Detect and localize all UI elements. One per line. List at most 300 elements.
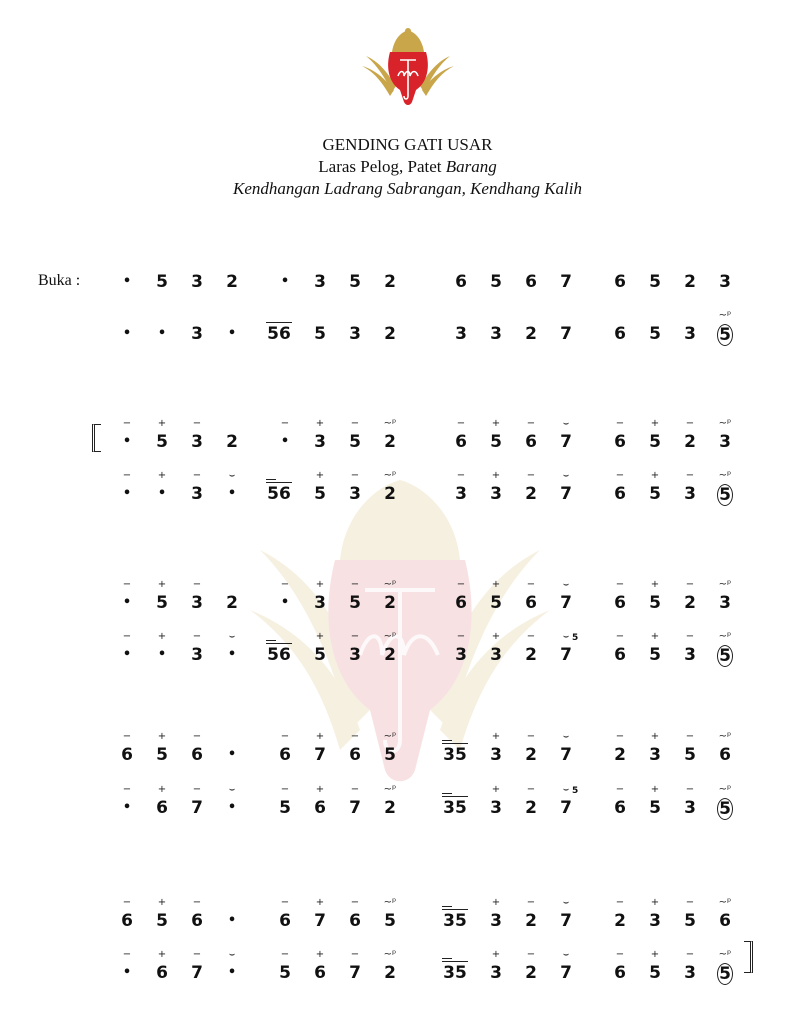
note: 5 — [649, 272, 661, 292]
kempyang-mark: − — [615, 631, 625, 642]
kempyang-mark: − — [526, 784, 536, 795]
note: 5 — [156, 745, 168, 765]
kenong-mark: ⌣ — [562, 418, 570, 429]
kethuk-mark: + — [315, 631, 325, 642]
note: 5 — [490, 272, 502, 292]
kethuk-mark: + — [491, 949, 501, 960]
kempyang-mark: − — [122, 470, 132, 481]
note: 5 — [710, 484, 740, 506]
kempyang-mark: − — [122, 949, 132, 960]
note: 6 — [314, 798, 326, 818]
note: 2 — [525, 911, 537, 931]
laras-patet: Laras Pelog, Patet Barang — [318, 157, 497, 176]
note: 2 — [684, 593, 696, 613]
note: 6 — [525, 432, 537, 452]
kempyang-mark: − — [685, 631, 695, 642]
note: 3 — [490, 963, 502, 983]
note: 5 — [710, 645, 740, 667]
kempyang-mark: − — [456, 470, 466, 481]
note: 2 — [384, 593, 396, 613]
note: 3 — [314, 272, 326, 292]
note: 3 — [719, 272, 731, 292]
note: • — [227, 800, 237, 815]
note: 6 — [314, 963, 326, 983]
notation-row — [0, 784, 789, 822]
kempyang-mark — [266, 640, 276, 641]
note: 6 — [614, 432, 626, 452]
note: 2 — [384, 432, 396, 452]
note: 2 — [384, 484, 396, 504]
kempyang-mark: − — [526, 897, 536, 908]
note: 7 — [560, 484, 572, 504]
note: 6 — [614, 272, 626, 292]
beam-line — [266, 482, 292, 483]
note: 35 — [443, 745, 467, 765]
kempyang-mark — [442, 793, 452, 794]
note: 6 — [279, 911, 291, 931]
title-block — [0, 134, 789, 200]
note: 2 — [525, 645, 537, 665]
kethuk-mark: + — [315, 731, 325, 742]
gong-mark: ~ᵖ — [383, 579, 397, 590]
beam-line — [442, 796, 468, 797]
kempyang-mark: − — [192, 470, 202, 481]
notation-row — [0, 949, 789, 987]
kethuk-mark: + — [650, 579, 660, 590]
note: 56 — [267, 484, 291, 504]
note: 2 — [684, 272, 696, 292]
note: 7 — [560, 645, 572, 665]
note: 5 — [384, 745, 396, 765]
kethuk-mark: + — [491, 897, 501, 908]
note: 3 — [684, 963, 696, 983]
note: • — [227, 747, 237, 762]
note: 7 — [560, 272, 572, 292]
kenong-mark: ⌣ — [562, 897, 570, 908]
kempyang-mark: − — [456, 631, 466, 642]
note: • — [227, 647, 237, 662]
note: 6 — [349, 745, 361, 765]
beam-line — [442, 743, 468, 744]
note: 3 — [684, 798, 696, 818]
note: 3 — [191, 593, 203, 613]
gong-mark: ~ᵖ — [718, 631, 732, 642]
gong-mark: ~ᵖ — [383, 731, 397, 742]
note: 7 — [349, 963, 361, 983]
kempyang-mark: − — [122, 579, 132, 590]
notation-row — [0, 631, 789, 669]
kethuk-mark: + — [315, 784, 325, 795]
note: 5 — [649, 484, 661, 504]
gong-mark: ~ᵖ — [383, 949, 397, 960]
note: 2 — [525, 484, 537, 504]
note: 5 — [649, 963, 661, 983]
kempyang-mark: − — [456, 579, 466, 590]
note: 6 — [455, 272, 467, 292]
kethuk-mark: + — [157, 897, 167, 908]
note: • — [280, 274, 290, 289]
note: 56 — [267, 324, 291, 344]
note: 3 — [191, 324, 203, 344]
gong-mark: ~ᵖ — [718, 470, 732, 481]
note: 6 — [156, 963, 168, 983]
kethuk-mark: + — [650, 784, 660, 795]
kenong-mark: ⌣ — [228, 949, 236, 960]
note: 6 — [156, 798, 168, 818]
note: 6 — [279, 745, 291, 765]
kempyang-mark: − — [526, 579, 536, 590]
note: • — [227, 965, 237, 980]
kethuk-mark: + — [650, 470, 660, 481]
gong-mark: ~ᵖ — [718, 579, 732, 590]
note: 3 — [490, 645, 502, 665]
kempyang-mark: − — [350, 418, 360, 429]
kempyang-mark: − — [685, 418, 695, 429]
kempyang-mark: − — [350, 631, 360, 642]
note: 3 — [649, 911, 661, 931]
kempyang-mark: − — [280, 949, 290, 960]
note: 7 — [560, 324, 572, 344]
kempyang-mark: − — [280, 897, 290, 908]
note: 7 — [560, 911, 572, 931]
note: • — [227, 326, 237, 341]
note: 7 — [191, 798, 203, 818]
note: 5 — [649, 798, 661, 818]
kethuk-mark: + — [650, 731, 660, 742]
kempyang-mark: − — [122, 897, 132, 908]
note: 7 — [349, 798, 361, 818]
note: • — [122, 965, 132, 980]
kethuk-mark: + — [491, 579, 501, 590]
kempyang-mark: − — [192, 949, 202, 960]
note: 5 — [314, 484, 326, 504]
note: 3 — [349, 484, 361, 504]
kenong-mark: ⌣ — [228, 784, 236, 795]
note: 2 — [226, 593, 238, 613]
piece-title: GENDING GATI USAR — [322, 135, 493, 154]
gong-mark: ~ᵖ — [383, 784, 397, 795]
notation-row — [0, 470, 789, 508]
kenong-mark: ⌣ — [562, 631, 570, 642]
kempyang-mark: − — [615, 418, 625, 429]
kempyang-mark: − — [192, 418, 202, 429]
note: 2 — [684, 432, 696, 452]
kempyang-mark: − — [685, 579, 695, 590]
note: 3 — [191, 432, 203, 452]
beam-line — [266, 643, 292, 644]
kethuk-mark: + — [650, 949, 660, 960]
notation-row — [0, 262, 789, 296]
note: 3 — [349, 324, 361, 344]
note: • — [122, 326, 132, 341]
note: 5 — [710, 324, 740, 346]
note: 6 — [614, 645, 626, 665]
kempyang-mark — [442, 958, 452, 959]
note: 5 — [279, 963, 291, 983]
garuda-crest-icon — [362, 26, 454, 108]
kempyang-mark: − — [350, 897, 360, 908]
note: 2 — [525, 745, 537, 765]
kempyang-mark: − — [280, 784, 290, 795]
beam-line — [442, 909, 468, 910]
kethuk-mark: + — [315, 418, 325, 429]
note: 7 — [560, 432, 572, 452]
note: 2 — [226, 272, 238, 292]
note: 56 — [267, 645, 291, 665]
note: 2 — [384, 272, 396, 292]
note: 6 — [455, 593, 467, 613]
note: 3 — [490, 745, 502, 765]
note: 3 — [455, 324, 467, 344]
note: 5 — [384, 911, 396, 931]
note: 6 — [121, 745, 133, 765]
note: 6 — [614, 963, 626, 983]
kenong-mark: ⌣ — [562, 579, 570, 590]
note: 3 — [349, 645, 361, 665]
note: 3 — [649, 745, 661, 765]
kenong-mark: ⌣ — [562, 470, 570, 481]
note: 3 — [684, 324, 696, 344]
note: 6 — [614, 593, 626, 613]
note: 5 — [349, 593, 361, 613]
note: • — [122, 647, 132, 662]
note: 7 — [560, 593, 572, 613]
note: 5 — [314, 645, 326, 665]
note: 5 — [156, 911, 168, 931]
notation-row — [0, 579, 789, 617]
gong-mark: ~ᵖ — [383, 470, 397, 481]
kenong-mark: ⌣ — [228, 631, 236, 642]
kempyang-mark: − — [192, 631, 202, 642]
note: • — [122, 486, 132, 501]
kethuk-mark: + — [157, 631, 167, 642]
gong-mark: ~ᵖ — [718, 949, 732, 960]
kempyang-mark: − — [456, 418, 466, 429]
kethuk-mark: + — [157, 949, 167, 960]
kempyang-mark: − — [350, 579, 360, 590]
gong-mark: ~ᵖ — [383, 631, 397, 642]
kempyang-mark: − — [192, 731, 202, 742]
kempyang-mark: − — [615, 949, 625, 960]
kendhangan: Kendhangan Ladrang Sabrangan, Kendhang Kalih — [233, 179, 582, 198]
note: 6 — [191, 911, 203, 931]
kethuk-mark: + — [157, 731, 167, 742]
note: 7 — [314, 911, 326, 931]
kempyang-mark: − — [122, 418, 132, 429]
note: 5 — [349, 272, 361, 292]
kempyang-mark: − — [685, 897, 695, 908]
kethuk-mark: + — [491, 418, 501, 429]
note: 2 — [614, 911, 626, 931]
kethuk-mark: + — [491, 470, 501, 481]
note: 3 — [455, 484, 467, 504]
kempyang-mark — [442, 740, 452, 741]
note: 5 — [156, 272, 168, 292]
kempyang-mark: − — [685, 784, 695, 795]
note: 5 — [649, 593, 661, 613]
note: • — [157, 326, 167, 341]
kethuk-mark: + — [157, 784, 167, 795]
kempyang-mark: − — [192, 897, 202, 908]
kethuk-mark: + — [650, 631, 660, 642]
kempyang-mark: − — [685, 470, 695, 481]
kenong-mark: ⌣ — [562, 731, 570, 742]
note: 5 — [710, 798, 740, 820]
note: 3 — [490, 798, 502, 818]
kempyang-mark: − — [280, 731, 290, 742]
note: 35 — [443, 963, 467, 983]
kempyang-mark: − — [615, 784, 625, 795]
note: 3 — [684, 645, 696, 665]
kempyang-mark: − — [192, 784, 202, 795]
kenong-mark: ⌣ — [562, 949, 570, 960]
note: • — [157, 647, 167, 662]
note: 5 — [684, 911, 696, 931]
kempyang-mark — [266, 479, 276, 480]
kethuk-mark: + — [315, 470, 325, 481]
note: 6 — [719, 911, 731, 931]
note: 7 — [191, 963, 203, 983]
gong-mark: ~ᵖ — [383, 418, 397, 429]
kethuk-mark: + — [315, 579, 325, 590]
notation-row — [0, 897, 789, 935]
note: 5 — [349, 432, 361, 452]
note: 35 — [443, 798, 467, 818]
note: 2 — [384, 963, 396, 983]
kempyang-mark: − — [615, 470, 625, 481]
note: 3 — [490, 484, 502, 504]
note: • — [157, 486, 167, 501]
note: 5 — [684, 745, 696, 765]
note: • — [280, 595, 290, 610]
kempyang-mark: − — [350, 731, 360, 742]
note: 2 — [384, 645, 396, 665]
kempyang-mark: − — [526, 631, 536, 642]
beam-line — [442, 961, 468, 962]
kempyang-mark: − — [526, 418, 536, 429]
kempyang-mark: − — [615, 731, 625, 742]
kethuk-mark: + — [157, 470, 167, 481]
note: 3 — [191, 484, 203, 504]
note: 3 — [490, 911, 502, 931]
kempyang-mark: − — [615, 579, 625, 590]
notation-row — [0, 310, 789, 348]
kethuk-mark: + — [157, 579, 167, 590]
note: 6 — [349, 911, 361, 931]
note: 7 — [560, 963, 572, 983]
note: 5 — [649, 324, 661, 344]
note: 5 — [314, 324, 326, 344]
kempyang-mark: − — [685, 949, 695, 960]
note: 6 — [455, 432, 467, 452]
kempyang-mark: − — [280, 579, 290, 590]
note: 3 — [191, 272, 203, 292]
note: 3 — [719, 593, 731, 613]
note: 3 — [314, 432, 326, 452]
note: • — [122, 274, 132, 289]
note: 2 — [384, 324, 396, 344]
note: 6 — [614, 484, 626, 504]
note: 3 — [191, 645, 203, 665]
note: 6 — [525, 272, 537, 292]
note: 3 — [455, 645, 467, 665]
gong-mark: ~ᵖ — [718, 418, 732, 429]
note: • — [122, 434, 132, 449]
note: 6 — [614, 324, 626, 344]
gong-mark: ~ᵖ — [718, 310, 732, 321]
note: 3 — [490, 324, 502, 344]
note: 6 — [191, 745, 203, 765]
kempyang-mark: − — [122, 784, 132, 795]
note: • — [280, 434, 290, 449]
note: 5 — [156, 593, 168, 613]
note: 2 — [226, 432, 238, 452]
note: 35 — [443, 911, 467, 931]
note: 3 — [684, 484, 696, 504]
note: 6 — [719, 745, 731, 765]
note: 5 — [649, 432, 661, 452]
kempyang-mark: − — [526, 949, 536, 960]
kethuk-mark: + — [157, 418, 167, 429]
kethuk-mark: + — [315, 897, 325, 908]
kempyang-mark: − — [350, 784, 360, 795]
gong-mark: ~ᵖ — [718, 784, 732, 795]
note: 5 — [649, 645, 661, 665]
note: • — [227, 913, 237, 928]
kempyang-mark — [442, 906, 452, 907]
note: 6 — [525, 593, 537, 613]
note: 5 — [156, 432, 168, 452]
note: 3 — [314, 593, 326, 613]
note: 5 — [490, 593, 502, 613]
kethuk-mark: + — [650, 897, 660, 908]
gong-mark: ~ᵖ — [718, 731, 732, 742]
note: 5 — [490, 432, 502, 452]
kethuk-mark: + — [491, 631, 501, 642]
kethuk-mark: + — [650, 418, 660, 429]
suwukan-mark: 5 — [572, 786, 579, 796]
note: 2 — [525, 324, 537, 344]
note: 5 — [710, 963, 740, 985]
note: 7 — [560, 798, 572, 818]
note: 5 — [279, 798, 291, 818]
kethuk-mark: + — [491, 784, 501, 795]
kenong-mark: ⌣ — [562, 784, 570, 795]
kempyang-mark: − — [526, 470, 536, 481]
buka-label: Buka : — [38, 272, 81, 289]
note: • — [122, 595, 132, 610]
kethuk-mark: + — [315, 949, 325, 960]
kempyang-mark: − — [192, 579, 202, 590]
kempyang-mark: − — [122, 631, 132, 642]
kempyang-mark: − — [615, 897, 625, 908]
note: 7 — [314, 745, 326, 765]
gong-mark: ~ᵖ — [383, 897, 397, 908]
note: 2 — [384, 798, 396, 818]
kethuk-mark: + — [491, 731, 501, 742]
notation-row — [0, 731, 789, 769]
suwukan-mark: 5 — [572, 633, 579, 643]
note: 2 — [525, 963, 537, 983]
note: 7 — [560, 745, 572, 765]
note: 2 — [525, 798, 537, 818]
beam-line — [266, 322, 292, 323]
note: • — [227, 486, 237, 501]
kempyang-mark: − — [526, 731, 536, 742]
gong-mark: ~ᵖ — [718, 897, 732, 908]
kenong-mark: ⌣ — [228, 470, 236, 481]
note: 6 — [121, 911, 133, 931]
